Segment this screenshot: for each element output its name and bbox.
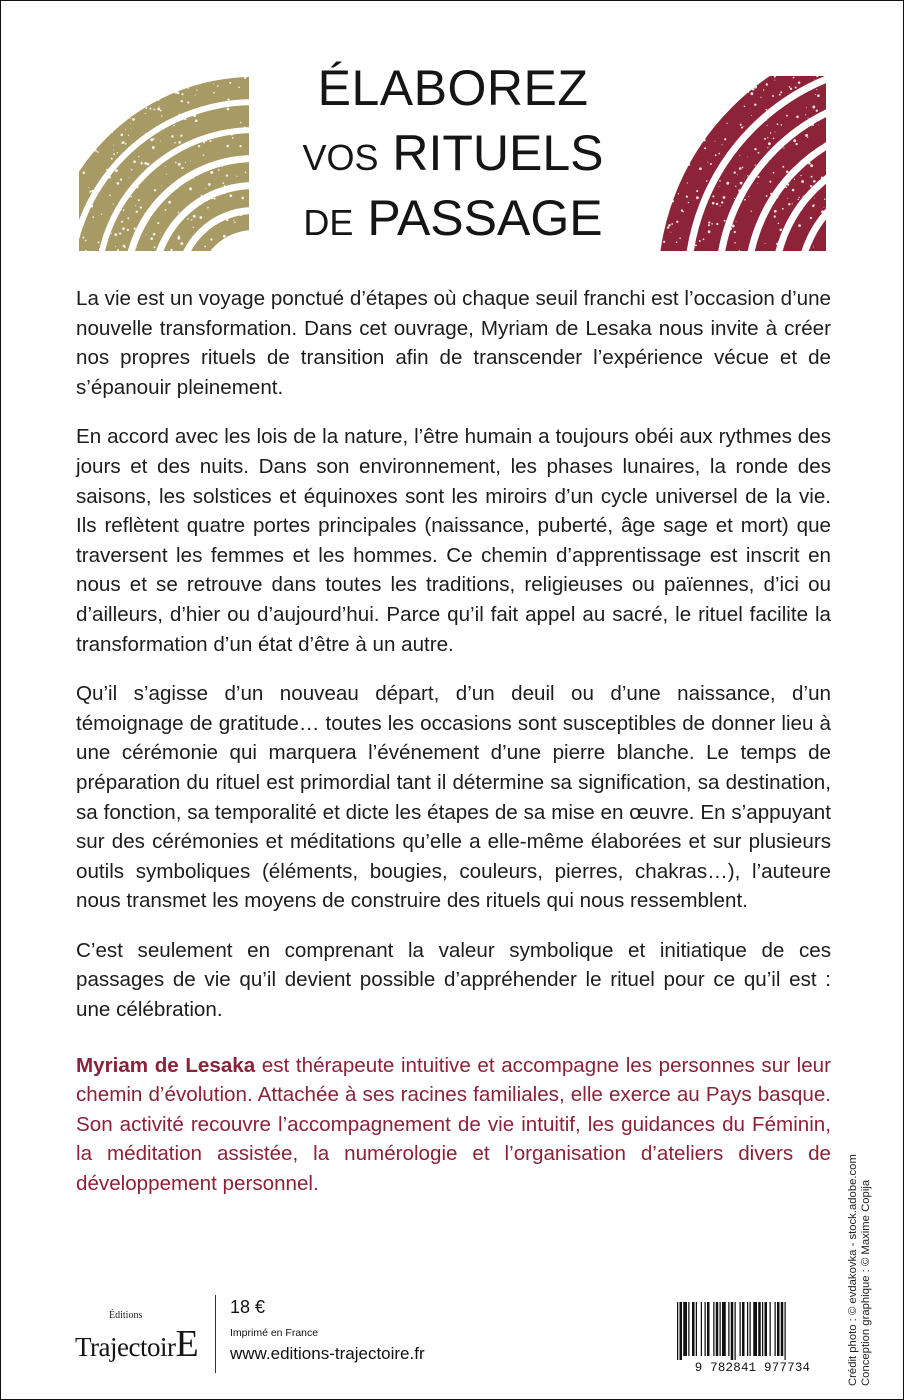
barcode-bar xyxy=(765,1302,768,1356)
isbn-barcode xyxy=(665,1296,840,1390)
publisher-website: www.editions-trajectoire.fr xyxy=(230,1344,425,1363)
barcode-bar xyxy=(785,1302,786,1360)
red-rings-motif xyxy=(656,76,826,251)
title-line-1: ÉLABOREZ xyxy=(317,60,589,116)
barcode-bars xyxy=(669,1302,836,1360)
back-cover-text xyxy=(76,284,831,1219)
title-vos: VOS xyxy=(302,137,379,178)
title-line-2 xyxy=(251,125,655,181)
barcode-bar xyxy=(713,1302,714,1356)
design-credit: Conception graphique : © Maxime Copija xyxy=(860,1179,872,1386)
author-bio xyxy=(76,1051,831,1199)
paragraph-3: Qu’il s’agisse d’un nouveau départ, d’un deuil ou d’une naissance, d’un témoignage de gratitude… toutes les occasions sont susceptibles de donner lieu à une cérémonie qui marquera l’événement d’une pierre blanche. Le temps de préparation du rituel est primordial tant il détermine sa signification, sa destination, sa fonction, sa temporalité et dicte les étapes de sa mise en œuvre. En s’appuyant sur des cérémonies et méditations qu’elle a elle-même élaborées et sur plusieurs outils symboliques (éléments, bougies, couleurs, pierres, chakras…), l’auteure nous transmet les moyens de construire des rituels qui nous ressemblent. xyxy=(76,682,831,913)
barcode-bar xyxy=(753,1302,757,1356)
divider-line xyxy=(215,1295,216,1373)
barcode-bar xyxy=(731,1302,734,1360)
title-passage: PASSAGE xyxy=(367,190,603,246)
paragraph-2: En accord avec les lois de la nature, l’être humain a toujours obéi aux rythmes des jours et des nuits. Dans son environnement, les phases lunaires, la ronde des saisons, les solstices et équinoxes sont les miroirs d’un cycle universel de la vie. Ils reflètent quatre portes principales (naissance, puberté, âge sage et mort) que traversent les femmes et les hommes. Ce chemin d’apprentissage est inscrit en nous et se retrouve dans toutes les traditions, religieuses ou païennes, d’ici ou d’ailleurs, d’hier ou d’aujourd’hui. Parce qu’il fait appel au sacré, le rituel facilite la transformation d’un état d’être à un autre. xyxy=(76,425,831,656)
barcode-bar xyxy=(707,1302,710,1356)
logo-brand xyxy=(75,1322,198,1366)
barcode-bar xyxy=(781,1302,784,1356)
paragraph-4: C’est seulement en comprenant la valeur symbolique et initiatique de ces passages de vie qu’il devient possible d’appréhender le rituel pour ce qu’il est : une célébration. xyxy=(76,938,831,1022)
barcode-bar xyxy=(677,1302,678,1360)
barcode-bar xyxy=(722,1302,726,1356)
logo-editions-label: Éditions xyxy=(109,1310,143,1321)
printed-in-france: Imprimé en France xyxy=(230,1327,319,1339)
barcode-bar xyxy=(680,1302,683,1360)
barcode-bar xyxy=(716,1302,719,1356)
logo-brand-cap: E xyxy=(175,1323,199,1365)
footer-band xyxy=(1,1281,904,1399)
barcode-bar xyxy=(740,1302,741,1356)
photo-credit: Crédit photo : © evdakovka - stock.adobe.com xyxy=(847,1154,859,1386)
barcode-bar xyxy=(742,1302,745,1356)
barcode-bar xyxy=(701,1302,702,1356)
barcode-bar xyxy=(728,1302,729,1356)
barcode-bar xyxy=(758,1302,761,1356)
barcode-bar xyxy=(696,1302,697,1356)
barcode-bar xyxy=(775,1302,776,1356)
barcode-bar xyxy=(688,1302,689,1356)
barcode-bar xyxy=(747,1302,748,1356)
credits xyxy=(847,1154,873,1386)
barcode-bar xyxy=(705,1302,706,1356)
barcode-bar xyxy=(683,1302,687,1356)
barcode-bar xyxy=(777,1302,780,1356)
author-name: Myriam de Lesaka xyxy=(76,1053,256,1077)
isbn-number: 9 782841 977734 xyxy=(694,1361,811,1375)
title-de: DE xyxy=(303,202,354,243)
logo-brand-main: Trajectoir xyxy=(75,1332,176,1362)
author-bio-text: est thérapeute intuitive et accompagne les personnes sur leur chemin d’évolution. Attachée à ses racines familiales, elle exerce au Pays basque. Son activité recouvre l’accompagnement de vie intuitif, les guidances du Féminin, la méditation assistée, la numérologie et l’organisation d’ateliers divers de développement personnel. xyxy=(76,1053,831,1196)
book-title xyxy=(251,60,655,246)
price: 18 € xyxy=(230,1297,266,1317)
barcode-bar xyxy=(692,1302,695,1356)
barcode-bar xyxy=(750,1302,751,1356)
barcode-bar xyxy=(735,1302,736,1360)
title-rituels: RITUELS xyxy=(392,125,604,181)
gold-rings-motif xyxy=(79,76,249,251)
barcode-bar xyxy=(720,1302,721,1356)
barcode-bar xyxy=(762,1302,763,1356)
paragraph-1: La vie est un voyage ponctué d’étapes où chaque seuil franchi est l’occasion d’une nouvelle transformation. Dans cet ouvrage, Myriam de Lesaka nous invite à créer nos propres rituels de transition afin de transcender l’expérience vécue et de s’épanouir pleinement. xyxy=(76,287,831,399)
barcode-bar xyxy=(770,1302,771,1356)
publisher-logo xyxy=(71,1308,211,1368)
title-line-3 xyxy=(251,190,655,246)
